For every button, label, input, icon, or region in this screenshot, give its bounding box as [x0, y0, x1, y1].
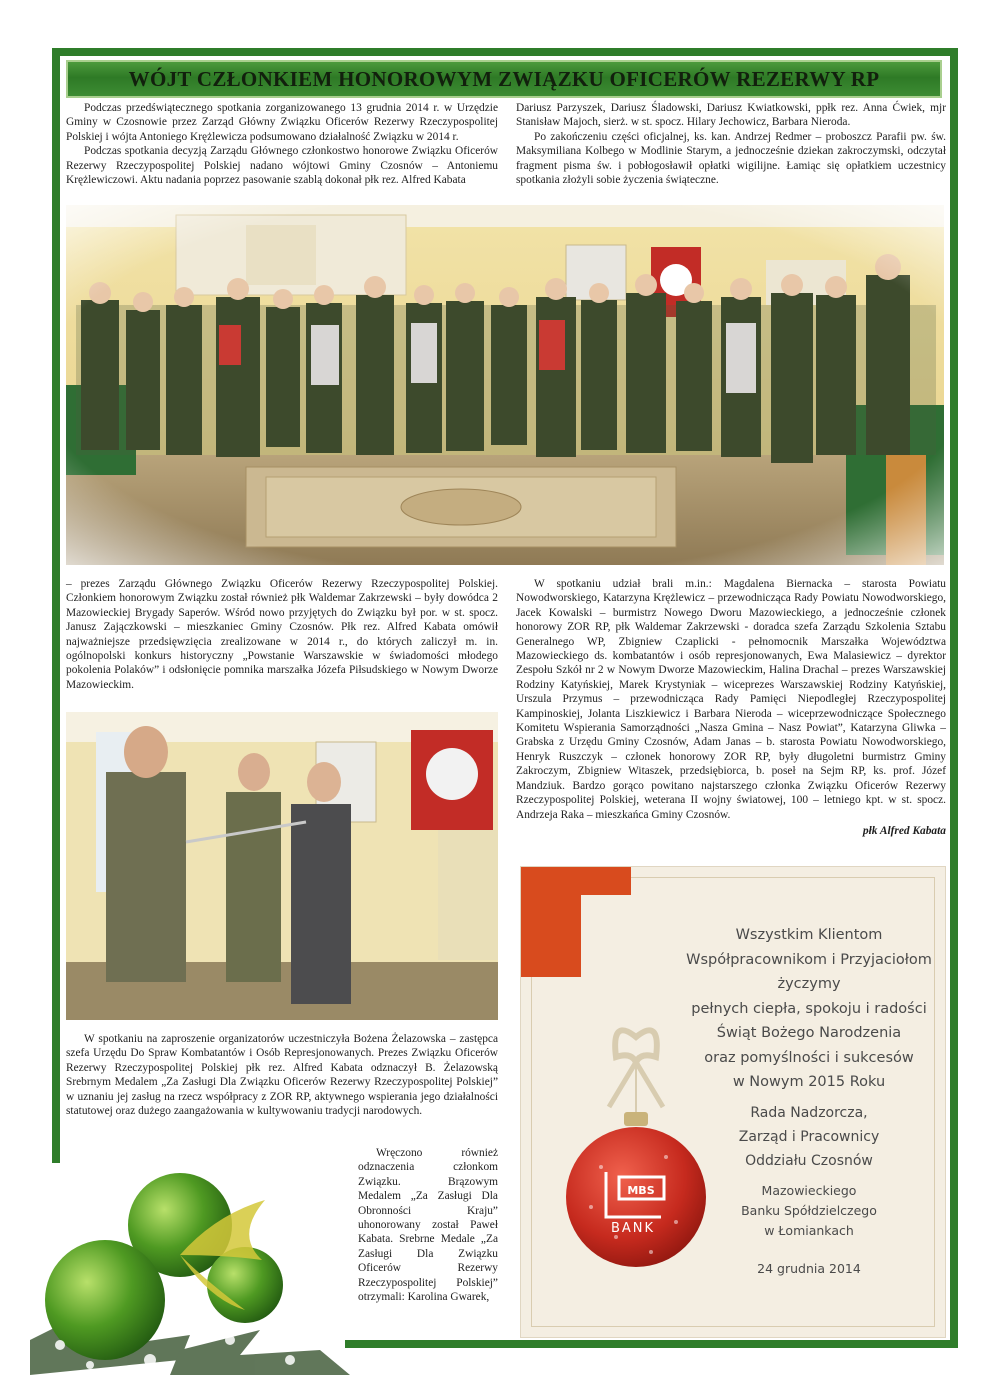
author-signature: płk Alfred Kabata — [862, 824, 946, 837]
column-right-mid — [516, 577, 946, 838]
column-narrow — [358, 1146, 498, 1304]
green-frame-right — [950, 48, 958, 1348]
ad-corner-accent — [521, 867, 631, 895]
green-frame-bottom — [345, 1340, 958, 1348]
bank-line: w Łomiankach — [764, 1223, 854, 1238]
ad-bank-name — [671, 1181, 947, 1241]
greeting-line: pełnych ciepła, spokoju i radości — [691, 1000, 927, 1017]
column-right-top — [516, 101, 946, 187]
ad-date: 24 grudnia 2014 — [757, 1261, 861, 1276]
headline-bar — [66, 60, 942, 98]
logo-bank: BANK — [610, 1221, 656, 1236]
bank-line: Banku Spółdzielczego — [741, 1203, 877, 1218]
paragraph: Wręczono również odznaczenia członkom Związku. Brązowym Medalem „Za Zasługi Dla Obronności Kraju” uhonorowany został Paweł Kabata. Srebrne Medale „Za Zasługi Dla Związku Oficerów Rezerwy Rzeczypospolitej Polskiej” otrzymali: Karolina Gwarek, — [358, 1147, 498, 1304]
bank-line: Mazowieckiego — [761, 1183, 857, 1198]
column-left-top — [66, 101, 498, 187]
greeting-text — [671, 923, 947, 1095]
column-left-bottom — [66, 1032, 498, 1118]
paragraph: Po zakończeniu części oficjalnej, ks. kan. Andrzej Redmer – proboszcz Parafii pw. św. Maksymiliana Kolbego w Modlinie Starym, a jednocześnie dziekan zakroczymski, odczytał fragment pisma św. i pobłogosławił opłatki wigilijne. Łamiąc się opłatkiem uczestnicy spotkania złożyli sobie życzenia świąteczne. — [516, 130, 946, 187]
ceremony-photo — [66, 712, 498, 1020]
logo-mbs: MBS — [627, 1184, 655, 1197]
christmas-ornaments-image — [30, 1160, 350, 1375]
paragraph: – prezes Zarządu Głównego Związku Oficerów Rezerwy Rzeczypospolitej Polskiej. Członkiem honorowym Związku został również płk Waldemar Zakrzewski – były dowódca 2 Mazowieckiej Brygady Saperów. Wśród nowo przyjętych do Związku był por. w st. spocz. Janusz Zajączkowski – mieszkaniec Gminy Czosnów. Płk rez. Alfred Kabata omówił najważniejsze przedsięwzięcia zrealizowane w 2014 r., do których zaliczył m. in. ogólnopolski konkurs historyczny „Powstanie Warszawskie w świadomości młodego pokolenia Polaków” i odsłonięcie pomnika marszałka Józefa Piłsudskiego w Nowym Dworze Mazowieckim. — [66, 578, 498, 691]
column-left-mid — [66, 577, 498, 692]
signoff-line: Oddziału Czosnów — [745, 1153, 873, 1169]
paragraph: W spotkaniu udział brali m.in.: Magdalena Biernacka – starosta Powiatu Nowodworskiego, Katarzyna Krężlewicz – przewodnicząca Rady Powiatu Nowodworskiego, Jacek Kowalski – burmistrz Nowego Dworu Mazowieckiego, a jednocześnie członek honorowy ZOR RP, płk Waldemar Zakrzewski - doradca szefa Zarządu Szkolenia Sztabu Generalnego WP, Zbigniew Czaplicki - pełnomocnik Marszałka Województwa Mazowieckiego ds. kombatantów i osób represjonowanych, Ewa Malasiewicz – dyrektor Zespołu Szkół nr 2 w Nowym Dworze Mazowieckim, Halina Drachal – prezes Warszawskiej Rodziny Katyńskiej, Marek Krystyniak – wiceprezes Warszawskiej Rodziny Katyńskiej, Urszula Przymus – przewodnicząca Rady Pamięci Niepodległej Rzeczypospolitej Kampinoskiej, Jolanta Liszkiewicz i Barbara Nieroda – wiceprzewodniczące Społecznego Komitetu Wspierania Samorządności „Nasza Gmina – Nasz Powiat”, Katarzyna Gliwka – Grabska z Urzędu Gminy Czosnów, Adam Janas – b. starosta Powiatu Nowodworskiego, Henryk Ruszczyk – członek honorowy ZOR RP, były długoletni burmistrz Gminy Zakroczym, Zbigniew Witaszek, przedsiębiorca, b. poseł na Sejm RP, ks. prof. Józef Mandziuk. Bardzo gorąco powitano najstarszego członka Związku Oficerów Rezerwy Rzeczypospolitej Polskiej, weterana II wojny światowej, 100 – letniego kpt. w st. spocz. Andrzeja Raka – mieszkańca Gminy Czosnów. — [516, 578, 946, 821]
group-photo — [66, 205, 944, 565]
greeting-line: Wszystkim Klientom — [735, 927, 883, 943]
greeting-line: życzymy — [777, 976, 841, 992]
signoff-line: Zarząd i Pracownicy — [738, 1129, 880, 1145]
ad-signoff — [671, 1101, 947, 1173]
paragraph: Dariusz Parzyszek, Dariusz Śladowski, Dariusz Kwiatkowski, ppłk rez. Anna Ćwiek, mjr Stanisław Majoch, sierż. w st. spocz. Hilary Jechowicz, Barbara Nieroda. — [516, 102, 946, 129]
signoff-line: Rada Nadzorcza, — [750, 1105, 868, 1121]
paragraph: Podczas przedświątecznego spotkania zorganizowanego 13 grudnia 2014 r. w Urzędzie Gminy w Czosnowie przez Zarząd Główny Związku Oficerów Rezerwy Rzeczypospolitej Polskiej i wójta Antoniego Krężlewicza podsumowano działalność Związku w 2014 r. — [66, 102, 498, 143]
green-frame-left — [52, 48, 60, 1163]
green-frame-top — [52, 48, 958, 56]
greeting-line: Świąt Bożego Narodzenia — [716, 1025, 902, 1041]
greeting-line: w Nowym 2015 Roku — [732, 1074, 886, 1090]
greeting-line: oraz pomyślności i sukcesów — [704, 1049, 914, 1066]
paragraph: W spotkaniu na zaproszenie organizatorów uczestniczyła Bożena Żelazowska – zastępca szefa Urzędu Do Spraw Kombatantów i Osób Represjonowanych. Prezes Związku Oficerów Rezerwy Rzeczypospolitej Polskiej płk rez. Alfred Kabata odznaczył B. Żelazowską Srebrnym Medalem „Za Zasługi Dla Związku Oficerów Rezerwy Rzeczypospolitej Polskiej” w uznaniu jej zasług na rzecz współpracy z ZOR RP, aktywnego wspierania jego działalności statutowej oraz dużego zaangażowania w kultywowaniu tradycji narodowych. — [66, 1033, 498, 1118]
bank-greeting-ad — [520, 866, 946, 1338]
greeting-line: Współpracownikom i Przyjaciołom — [686, 951, 932, 968]
paragraph: Podczas spotkania decyzją Zarządu Głównego członkostwo honorowe Związku Oficerów Rezerwy Rzeczypospolitej Polskiej nadano wójtowi Gminy Czosnów – Antoniemu Krężlewiczowi. Aktu nadania poprzez pasowanie szablą dokonał płk rez. Alfred Kabata — [66, 145, 498, 187]
headline: WÓJT CZŁONKIEM HONOROWYM ZWIĄZKU OFICERÓW REZERWY RP — [128, 66, 880, 91]
